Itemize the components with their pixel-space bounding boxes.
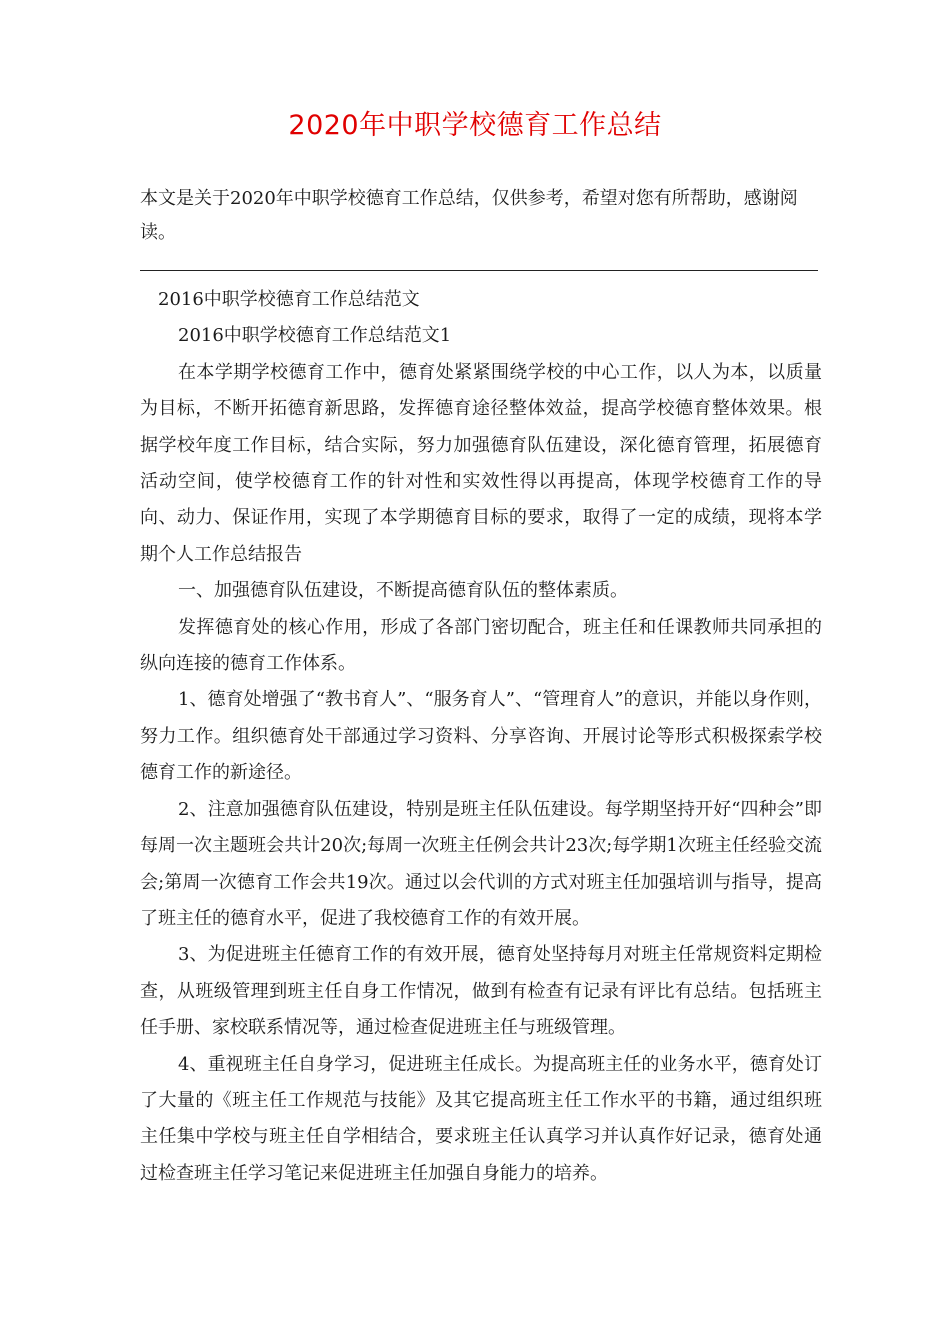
body-paragraph: 一、加强德育队伍建设，不断提高德育队伍的整体素质。 — [178, 580, 628, 602]
section-heading: 2016中职学校德育工作总结范文 — [158, 289, 420, 310]
body-paragraph: 4、重视班主任自身学习，促进班主任成长。为提高班主任的业务水平，德育处订了大量的《班主任工作规范与技能》及其它提高班主任工作水平的书籍，通过组织班主任集中学校与班主任自学相结合，要求班主任认真学习并认真作好记录，德育处通过检查班主任学习笔记来促进班主任加强自身能力的培养。 — [140, 1053, 822, 1184]
document-body — [140, 282, 822, 1192]
body-paragraph: 3、为促进班主任德育工作的有效开展，德育处坚持每月对班主任常规资料定期检查，从班级管理到班主任自身工作情况，做到有检查有记录有评比有总结。包括班主任手册、家校联系情况等，通过检查促进班主任与班级管理。 — [140, 944, 822, 1039]
body-paragraph: 2、注意加强德育队伍建设，特别是班主任队伍建设。每学期坚持开好“四种会”即每周一次主题班会共计20次;每周一次班主任例会共计23次;每学期1次班主任经验交流会;第周一次德育工作会共19次。通过以会代训的方式对班主任加强培训与指导，提高了班主任的德育水平，促进了我校德育工作的有效开展。 — [140, 798, 822, 929]
intro-paragraph: 本文是关于2020年中职学校德育工作总结，仅供参考，希望对您有所帮助，感谢阅读。 — [140, 188, 798, 243]
divider-line — [140, 270, 818, 271]
body-paragraph: 发挥德育处的核心作用，形成了各部门密切配合，班主任和任课教师共同承担的纵向连接的德育工作体系。 — [140, 616, 822, 675]
document-title: 2020年中职学校德育工作总结 — [288, 110, 662, 141]
body-paragraph: 在本学期学校德育工作中，德育处紧紧围绕学校的中心工作，以人为本，以质量为目标，不断开拓德育新思路，发挥德育途径整体效益，提高学校德育整体效果。根据学校年度工作目标，结合实际，努力加强德育队伍建设，深化德育管理，拓展德育活动空间，使学校德育工作的针对性和实效性得以再提高，体现学校德育工作的导向、动力、保证作用，实现了本学期德育目标的要求，取得了一定的成绩，现将本学期个人工作总结报告 — [140, 361, 822, 565]
subsection-heading: 2016中职学校德育工作总结范文1 — [178, 325, 452, 347]
body-paragraph: 1、德育处增强了“教书育人”、“服务育人”、“管理育人”的意识，并能以身作则，努力工作。组织德育处干部通过学习资料、分享咨询、开展讨论等形式积极探索学校德育工作的新途径。 — [140, 689, 822, 784]
